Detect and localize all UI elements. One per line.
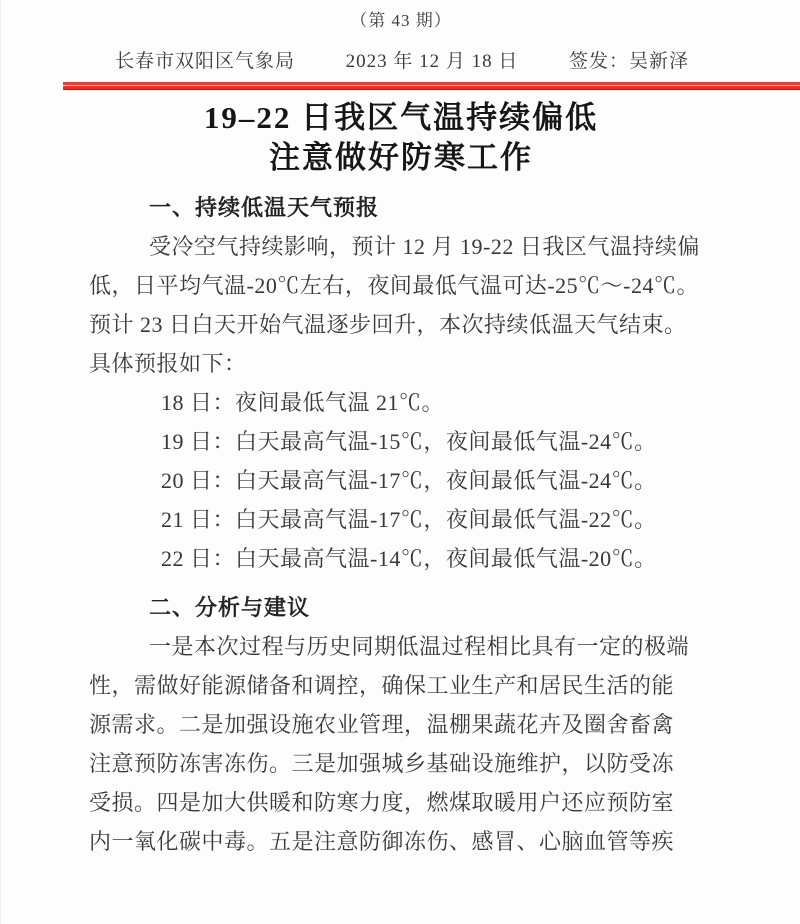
paragraph-line: 内一氧化碳中毒。五是注意防御冻伤、感冒、心脑血管等疾 <box>89 829 675 854</box>
issuer-label: 签发： <box>568 51 629 72</box>
paragraph-line: 受冷空气持续影响，预计 12 月 19-22 日我区气温持续偏 <box>149 234 700 259</box>
paragraph-line: 低，日平均气温-20℃左右，夜间最低气温可达-25℃～-24℃。 <box>89 273 699 298</box>
document-header <box>1 46 800 73</box>
issuer <box>569 46 689 73</box>
title-line-1: 19–22 日我区气温持续偏低 <box>203 100 599 135</box>
paragraph-line: 性，需做好能源储备和调控，确保工业生产和居民生活的能 <box>89 673 675 698</box>
section-2-heading: 二、分析与建议 <box>149 595 311 620</box>
forecast-item-18: 18 日：夜间最低气温 21℃。 <box>161 390 445 415</box>
title-line-2: 注意做好防寒工作 <box>269 140 533 175</box>
paragraph-line: 具体预报如下： <box>89 351 247 376</box>
forecast-item-19: 19 日：白天最高气温-15℃，夜间最低气温-24℃。 <box>161 429 657 454</box>
section-2-paragraph <box>1 627 800 861</box>
forecast-item-22: 22 日：白天最高气温-14℃，夜间最低气温-20℃。 <box>161 546 657 571</box>
paragraph-line: 一是本次过程与历史同期低温过程相比具有一定的极端 <box>149 634 690 659</box>
paragraph-line: 注意预防冻害冻伤。三是加强城乡基础设施维护，以防受冻 <box>89 751 675 776</box>
agency-name: 长春市双阳区气象局 <box>115 51 296 72</box>
issue-number: （第 43 期） <box>350 11 452 30</box>
red-divider-rule <box>63 82 800 90</box>
document-date: 2023 年 12 月 18 日 <box>345 51 519 72</box>
red-divider-bottom-line <box>63 86 800 90</box>
forecast-list <box>1 383 800 578</box>
section-1-heading: 一、持续低温天气预报 <box>149 195 380 220</box>
forecast-item-21: 21 日：白天最高气温-17℃，夜间最低气温-22℃。 <box>161 507 657 532</box>
paragraph-line: 预计 23 日白天开始气温逐步回升，本次持续低温天气结束。 <box>89 312 687 337</box>
section-1-paragraph <box>1 227 800 383</box>
forecast-item-20: 20 日：白天最高气温-17℃，夜间最低气温-24℃。 <box>161 468 657 493</box>
document-title <box>1 98 800 178</box>
issuer-name: 吴新泽 <box>628 51 689 72</box>
paragraph-line: 源需求。二是加强设施农业管理，温棚果蔬花卉及圈舍畜禽 <box>89 712 675 737</box>
paragraph-line: 受损。四是加大供暖和防寒力度，燃煤取暖用户还应预防室 <box>89 790 675 815</box>
